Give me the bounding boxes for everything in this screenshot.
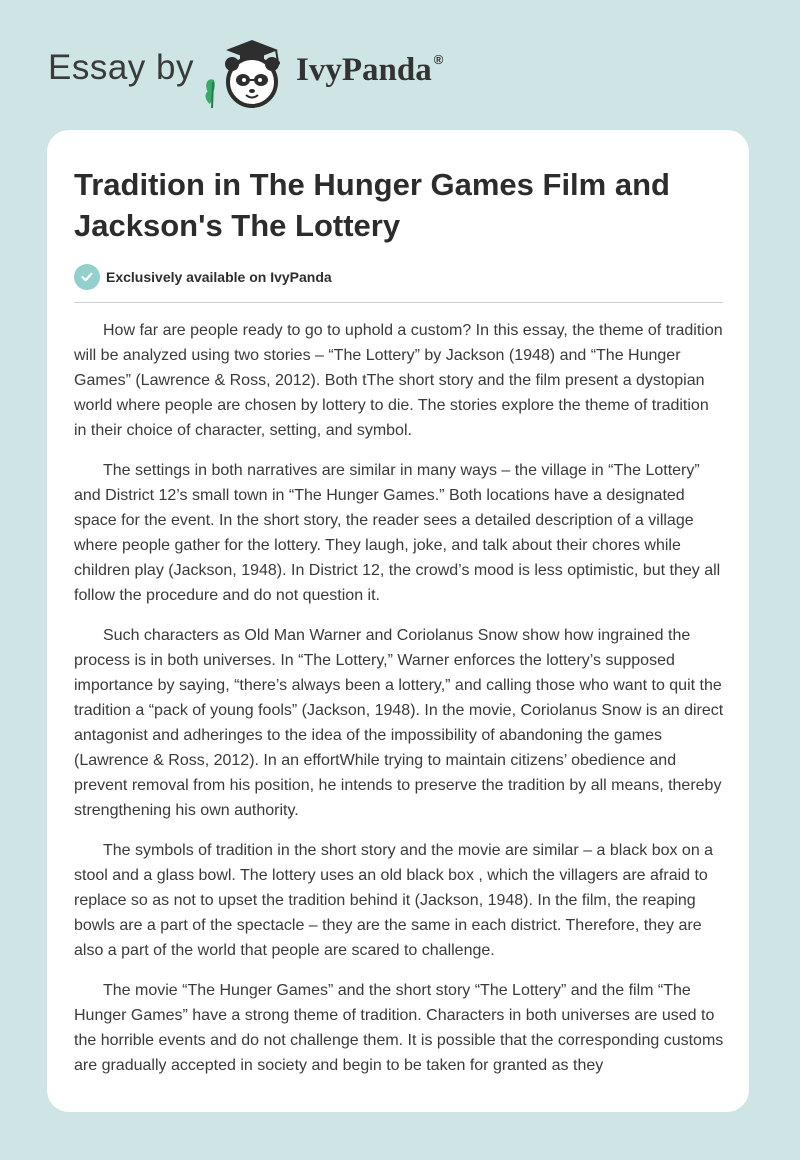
paragraph: Such characters as Old Man Warner and Coriolanus Snow show how ingrained the process is in both universes. In “The Lottery,” Warner enforces the lottery’s supposed importance by saying, “there’s always been a lottery,” and calling those who want to quit the tradition a “pack of young fools” (Jackson, 1948). In the movie, Coriolanus Snow is an direct antagonist and adheringes to the idea of the impossibility of abandoning the games (Lawrence & Ross, 2012). In an effortWhile trying to maintain citizens’ obedience and prevent removal from his position, he intends to preserve the tradition by all means, thereby strengthening his own authority.	[74, 627, 724, 819]
check-circle-icon	[74, 264, 100, 290]
paragraph: How far are people ready to go to uphold a custom? In this essay, the theme of tradition will be analyzed using two stories – “The Lottery” by Jackson (1948) and “The Hunger Games” (Lawrence & Ross, 2012). Both tThe short story and the film present a dystopian world where people are chosen by lottery to die. The stories explore the theme of tradition in their choice of character, setting, and symbol.	[74, 322, 723, 439]
essay-title: Tradition in The Hunger Games Film and Jackson's The Lottery	[74, 167, 670, 243]
panda-graduate-logo-icon[interactable]	[200, 36, 292, 112]
brand-name[interactable]	[296, 52, 443, 89]
brand-text: IvyPanda	[296, 52, 432, 88]
paragraph: The symbols of tradition in the short story and the movie are similar – a black box on a stool and a glass bowl. The lottery uses an old black box , which the villagers are afraid to replace so as not to upset the tradition behind it (Jackson, 1948). In the film, the reaping bowls are a part of the spectacle – they are the same in each district. Therefore, they are also a part of the world that people are scared to challenge.	[74, 842, 714, 959]
essay-body	[74, 318, 724, 1093]
divider	[74, 302, 723, 303]
essay-by-label: Essay by	[48, 48, 194, 87]
paragraph: The settings in both narratives are similar in many ways – the village in “The Lottery” and District 12’s small town in “The Hunger Games.” Both locations have a designated space for the event. In the short story, the reader sees a detailed description of a village where people gather for the lottery. They laugh, joke, and talk about their chores while children play (Jackson, 1948). In District 12, the crowd’s mood is less optimistic, but they all follow the procedure and do not question it.	[74, 462, 721, 604]
exclusive-badge-label: Exclusively available on IvyPanda	[106, 269, 332, 285]
exclusive-badge	[74, 264, 332, 290]
site-header	[0, 0, 800, 120]
essay-card	[47, 130, 749, 1112]
registered-mark: ®	[433, 52, 444, 67]
paragraph: The movie “The Hunger Games” and the short story “The Lottery” and the film “The Hunger Games” have a strong theme of tradition. Characters in both universes are used to the horrible events and do not challenge them. It is possible that the corresponding customs are gradually accepted in society and begin to be taken for granted as they	[74, 982, 724, 1074]
